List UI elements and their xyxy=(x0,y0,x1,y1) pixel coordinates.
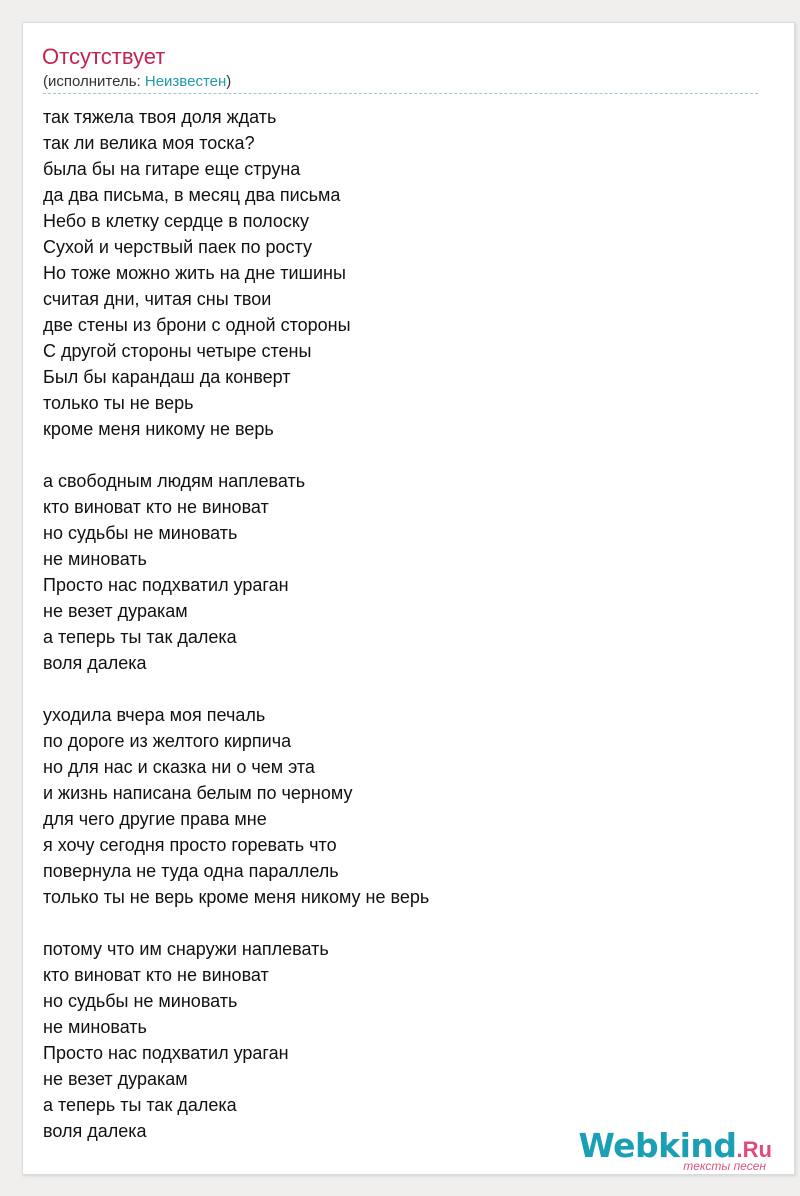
lyric-line: кроме меня никому не верь xyxy=(43,419,274,439)
lyric-line: но судьбы не миновать xyxy=(43,991,238,1011)
song-title: Отсутствует xyxy=(42,44,166,69)
lyric-line: только ты не верь кроме меня никому не верь xyxy=(43,887,430,907)
lyric-line: кто виноват кто не виноват xyxy=(43,497,269,517)
lyric-line: Небо в клетку сердце в полоску xyxy=(43,211,309,231)
title-divider xyxy=(43,93,758,94)
lyric-line: но для нас и сказка ни о чем эта xyxy=(43,757,315,777)
lyric-line: я хочу сегодня просто горевать что xyxy=(43,835,337,855)
lyric-line: Был бы карандаш да конверт xyxy=(43,367,291,387)
lyric-line: и жизнь написана белым по черному xyxy=(43,783,353,803)
artist-prefix: (исполнитель: xyxy=(43,73,145,90)
lyric-line: так тяжела твоя доля ждать xyxy=(43,107,277,127)
lyric-line: была бы на гитаре еще струна xyxy=(43,159,301,179)
lyric-line: кто виноват кто не виноват xyxy=(43,965,269,985)
lyric-line: Сухой и черствый паек по росту xyxy=(43,237,312,257)
brand-tld: .Ru xyxy=(736,1137,772,1162)
lyric-line: только ты не верь xyxy=(43,393,194,413)
lyric-line: не миновать xyxy=(43,549,147,569)
lyric-line: для чего другие права мне xyxy=(43,809,267,829)
lyrics-stanza xyxy=(43,104,783,442)
lyric-line: а теперь ты так далека xyxy=(43,627,237,647)
lyric-line: Просто нас подхватил ураган xyxy=(43,1043,289,1063)
lyric-line: Просто нас подхватил ураган xyxy=(43,575,289,595)
lyrics-stanza xyxy=(43,468,783,676)
lyric-line: повернула не туда одна параллель xyxy=(43,861,339,881)
lyric-line: да два письма, в месяц два письма xyxy=(43,185,341,205)
lyric-line: не миновать xyxy=(43,1017,147,1037)
artist-link[interactable]: Неизвестен xyxy=(144,73,227,90)
lyric-line: С другой стороны четыре стены xyxy=(43,341,312,361)
brand-name: Webkind xyxy=(578,1126,737,1165)
lyric-line: две стены из брони с одной стороны xyxy=(43,315,351,335)
lyric-line: не везет дуракам xyxy=(43,1069,188,1089)
lyrics-stanza xyxy=(43,702,783,910)
lyric-line: считая дни, читая сны твои xyxy=(43,289,272,309)
lyric-line: Но тоже можно жить на дне тишины xyxy=(43,263,346,283)
lyric-line: по дороге из желтого кирпича xyxy=(43,731,292,751)
lyrics-stanza xyxy=(43,936,783,1144)
lyrics-body xyxy=(43,104,783,1170)
lyric-line: воля далека xyxy=(43,653,147,673)
artist-line xyxy=(43,72,231,92)
lyric-line: так ли велика моя тоска? xyxy=(43,133,255,153)
lyric-line: не везет дуракам xyxy=(43,601,188,621)
lyric-line: а свободным людям наплевать xyxy=(43,471,306,491)
artist-suffix: ) xyxy=(226,73,232,90)
lyric-line: но судьбы не миновать xyxy=(43,523,238,543)
brand-tagline: тексты песен xyxy=(683,1159,766,1173)
lyric-line: уходила вчера моя печаль xyxy=(43,705,266,725)
lyric-line: потому что им снаружи наплевать xyxy=(43,939,329,959)
lyric-line: воля далека xyxy=(43,1121,147,1141)
lyric-line: а теперь ты так далека xyxy=(43,1095,237,1115)
